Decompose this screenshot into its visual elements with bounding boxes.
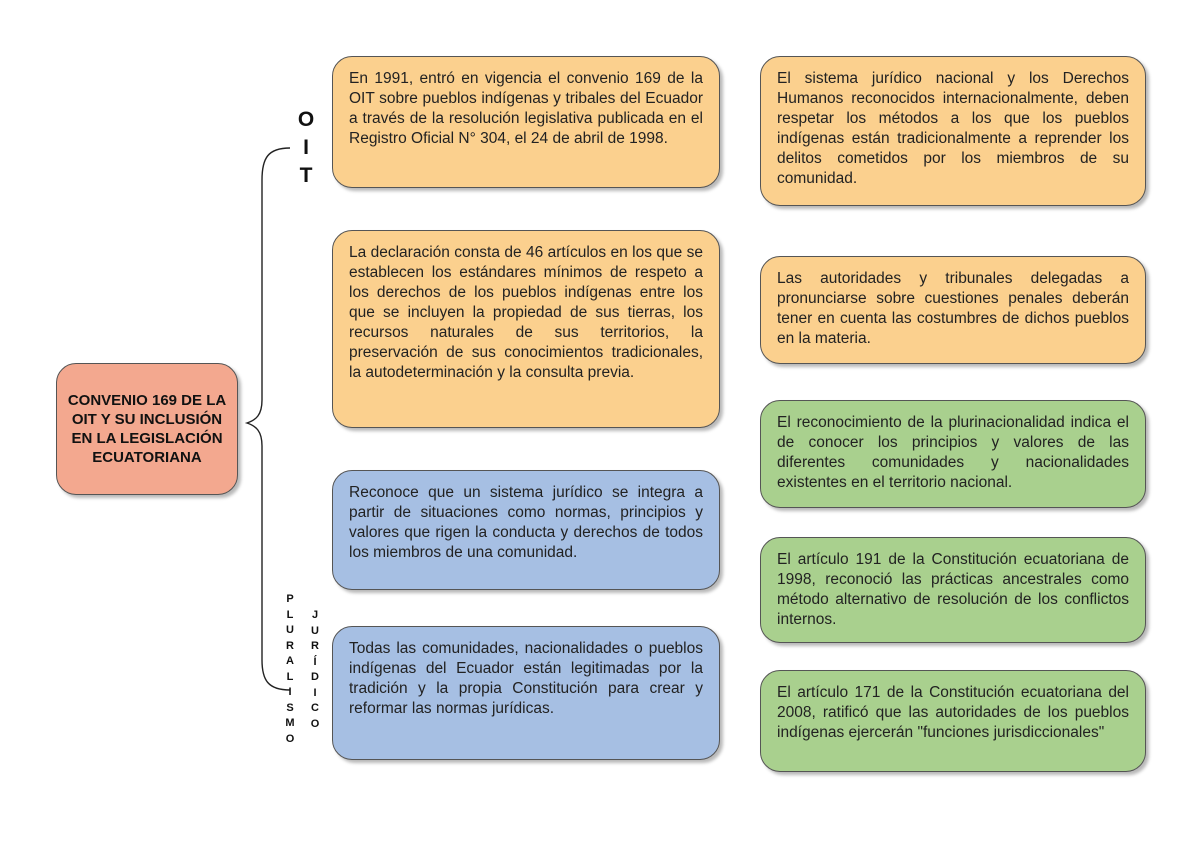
- label-letter: A: [286, 655, 294, 667]
- label-letter: L: [286, 608, 294, 621]
- label-letter: I: [313, 686, 317, 699]
- label-letter: O: [310, 717, 320, 730]
- penal-authorities-box: [760, 256, 1146, 364]
- label-letter: S: [286, 701, 294, 714]
- label-letter: L: [286, 670, 294, 683]
- box-text: El artículo 171 de la Constitución ecuatoriana del 2008, ratificó que las autoridades de los pueblos indígenas ejercerán "funciones jurisdiccionales": [777, 684, 1129, 741]
- label-letter: D: [311, 671, 319, 683]
- article-191-box: [760, 537, 1146, 643]
- declaration-articles-box: [332, 230, 720, 428]
- label-letter: P: [286, 593, 294, 605]
- label-letter: M: [285, 717, 295, 729]
- oit-vertical-label: [292, 106, 320, 190]
- pluralismo-vertical-label: [283, 592, 297, 747]
- box-text: El sistema jurídico nacional y los Derechos Humanos reconocidos internacionalmente, deben respetar los métodos a los que los pueblos indígenas están tradicionalmente a reprender los delitos cometidos por los miembros de su comunidad.: [777, 70, 1129, 187]
- box-text: Las autoridades y tribunales delegadas a pronunciarse sobre cuestiones penales deberán tener en cuenta las costumbres de dichos pueblos en la materia.: [777, 270, 1129, 347]
- label-letter: U: [286, 624, 294, 636]
- article-171-box: [760, 670, 1146, 772]
- oit-ratification-box: [332, 56, 720, 188]
- box-text: Reconoce que un sistema jurídico se integra a partir de situaciones como normas, principios y valores que rigen la conducta y derechos de todos los miembros de una comunidad.: [349, 484, 703, 561]
- box-text: El reconocimiento de la plurinacionalidad indica el de conocer los principios y valores de las diferentes comunidades y nacionalidades existentes en el territorio nacional.: [777, 414, 1129, 491]
- juridico-vertical-label: [308, 608, 322, 732]
- label-letter: Í: [313, 655, 317, 668]
- box-text: Todas las comunidades, nacionalidades o pueblos indígenas del Ecuador están legitimadas por la tradición y la propia Constitución para crear y reformar las normas jurídicas.: [349, 640, 703, 717]
- indigenous-communities-box: [332, 626, 720, 760]
- box-text: En 1991, entró en vigencia el convenio 169 de la OIT sobre pueblos indígenas y tribales del Ecuador a través de la resolución legislativa publicada en el Registro Oficial N° 304, el 24 de abril de 1998.: [349, 70, 703, 147]
- label-letter: R: [311, 640, 319, 652]
- central-topic-title: CONVENIO 169 DE LA OIT Y SU INCLUSIÓN EN LA LEGISLACIÓN ECUATORIANA: [67, 392, 227, 466]
- plurinationality-box: [760, 400, 1146, 508]
- label-letter: O: [285, 732, 295, 745]
- human-rights-box: [760, 56, 1146, 206]
- label-letter: U: [311, 624, 319, 637]
- box-text: El artículo 191 de la Constitución ecuatoriana de 1998, reconoció las prácticas ancestrales como método alternativo de resolución de los conflictos internos.: [777, 551, 1129, 628]
- box-text: La declaración consta de 46 artículos en los que se establecen los estándares mínimos de respeto a los derechos de los pueblos indígenas entre los que se incluyen la propiedad de sus tierras, los recursos naturales de sus territorios, la preservación de sus conocimientos tradicionales, la autodeterminación y la consulta previa.: [349, 244, 703, 381]
- label-letter: O: [297, 108, 315, 131]
- label-letter: T: [299, 164, 313, 187]
- label-letter: I: [303, 136, 309, 159]
- legal-system-box: [332, 470, 720, 590]
- label-letter: I: [288, 686, 292, 698]
- label-letter: J: [311, 609, 319, 621]
- label-letter: C: [311, 702, 319, 714]
- label-letter: R: [286, 639, 294, 652]
- central-topic-node: [56, 363, 238, 495]
